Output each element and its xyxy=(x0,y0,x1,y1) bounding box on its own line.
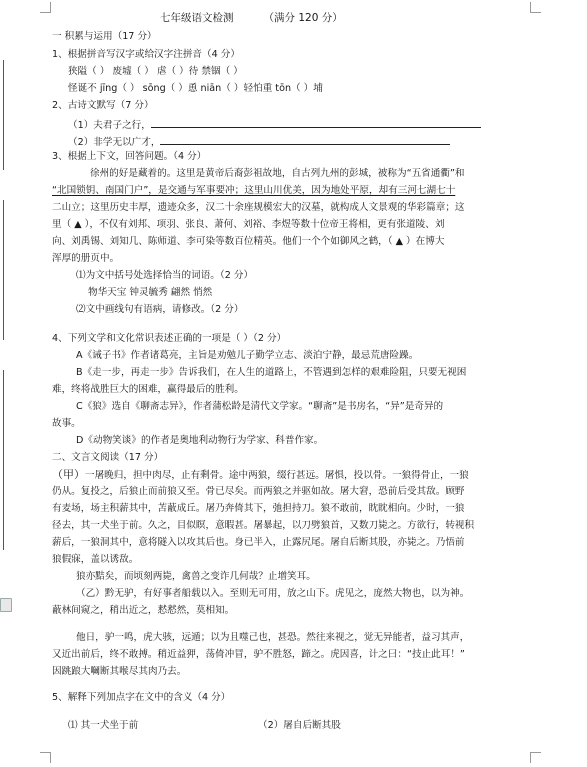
q2-stem: 2、古诗文默写（7 分） xyxy=(52,100,154,111)
jia-label: （甲） xyxy=(52,468,85,481)
title-text: 七年级语文检测 xyxy=(160,12,234,24)
q2-row1-label: （1）夫君子之行， xyxy=(68,120,151,131)
total-score: （满分 120 分） xyxy=(263,12,343,24)
q2-blank-1[interactable] xyxy=(151,117,481,128)
q5-item2: （2）屠自后断其股 xyxy=(258,720,341,731)
jia-passage-line: 仍从。复投之，后狼止而前狼又至。骨已尽矣。而两狼之并驱如故。屠大窘，恐前后受其敌。顾野 xyxy=(52,486,465,497)
q2-row1 xyxy=(68,117,481,132)
q3-options: 物华天宝 钟灵毓秀 翩然 悄然 xyxy=(88,287,213,298)
q5-stem: 5、解释下列加点字在文中的含义（4 分） xyxy=(52,692,231,703)
yi2-passage-line: 又近出前后，终不敢搏。稍近益狎，荡倚冲冒，驴不胜怒，蹄之。虎因喜，计之曰：“技止此耳！” xyxy=(52,649,465,660)
q3-sub2: ⑵文中画线句有语病，请修改。（2 分） xyxy=(76,304,244,315)
jia-passage-line xyxy=(52,469,469,482)
crop-mark xyxy=(40,2,51,13)
q3-passage-line: 徐州的好是藏着的。这里是黄帝后裔彭祖故地，自古列九州的彭城，被称为“五省通衢”和 xyxy=(90,168,465,179)
jia-text: 一屠晚归，担中肉尽，止有剩骨。途中两狼，缀行甚远。屠惧，投以骨。一狼得骨止，一狼 xyxy=(85,470,469,481)
section2-heading: 二、文言文阅读（17 分） xyxy=(52,452,164,463)
q4-option-a: A《诫子书》作者诸葛亮，主旨是劝勉儿子勤学立志、淡泊宁静，最忌荒唐险躁。 xyxy=(76,350,419,361)
q4-option-b: B《走一步，再走一步》告诉我们，在人生的道路上，不管遇到怎样的艰难险阻，只要无视困 xyxy=(76,367,467,378)
crop-mark xyxy=(40,752,51,763)
document-icon[interactable] xyxy=(0,598,12,612)
q4-option-c: C《狼》选自《聊斋志异》，作者蒲松龄是清代文学家。“聊斋”是书房名，“异”是奇异的 xyxy=(76,401,444,412)
q3-passage-line xyxy=(52,185,455,197)
margin-binding-line xyxy=(3,200,4,340)
q1-stem: 1、根据拼音写汉字或给汉字注拼音（4 分） xyxy=(52,49,240,60)
jia-passage-line: 薪后，一狼洞其中，意将隧入以攻其后也。身已半入，止露尻尾。屠自后断其股，亦毙之。乃悟前 xyxy=(52,537,465,548)
q1-row1: 狭隘（ ） 废墟（ ） 虐（ ）待 禁锢（ ） xyxy=(68,66,243,77)
jia-passage-line: 狼亦黠矣，而顷刻两毙，禽兽之变诈几何哉？止增笑耳。 xyxy=(76,571,316,582)
q3-passage-line: 浑厚的册页中。 xyxy=(52,253,120,264)
q3-stem: 3、根据上下文，回答问题。（4 分） xyxy=(52,151,207,162)
q3-passage-line: 里（ ▲ ），不仅有刘邦、项羽、张良、萧何、刘裕、李煜等数十位帝王将相，更有张道陵、刘 xyxy=(52,219,445,230)
q2-row2-label: （2）非学无以广才， xyxy=(68,137,161,148)
yi2-passage-line: 因跳踉大㘎断其喉尽其肉乃去。 xyxy=(52,666,187,677)
q2-row2 xyxy=(68,134,450,149)
q3-passage-line: 二山立；这里历史丰厚，遗迹众多，汉二十余座规模宏大的汉墓，就构成人文景观的华彩篇章；这 xyxy=(52,202,465,213)
margin-binding-line xyxy=(3,370,4,550)
q4-option-b-cont: 难，终将战胜巨大的困难，赢得最后的胜利。 xyxy=(52,384,244,395)
yi-passage-line: 蔽林间窥之，稍出近之，慭慭然，莫相知。 xyxy=(52,605,235,616)
jia-passage-line: 径去，其一犬坐于前。久之，目似瞑，意暇甚。屠暴起，以刀劈狼首，又数刀毙之。方欲行，转视积 xyxy=(52,520,475,531)
q4-stem: 4、下列文学和文化常识表述正确的一项是（ ）（2 分） xyxy=(52,333,287,344)
section1-heading: 一 积累与运用（17 分） xyxy=(52,31,157,42)
q3-passage-line: 向、刘禹锡、刘知几、陈师道、李可染等数百位精英。他们一个个如御风之鹤，（ ▲ ）在博大 xyxy=(52,236,445,247)
margin-binding-line xyxy=(3,60,4,170)
q3-underlined-sentence: “北国锁钥、南国门户”，是交通与军事要冲；这里山川优美，因为地处平原，却有三河七湖七十 xyxy=(52,185,456,196)
yi-passage-line: （乙）黔无驴，有好事者船载以入。至则无可用，放之山下。虎见之，庞然大物也，以为神。 xyxy=(76,588,470,599)
crop-mark xyxy=(530,2,541,13)
jia-passage-line: 有麦场，场主积薪其中，苫蔽成丘。屠乃奔倚其下，弛担持刀。狼不敢前，眈眈相向。少时，一狼 xyxy=(52,503,465,514)
crop-mark xyxy=(530,752,541,763)
q5-item1: ⑴ 其一犬坐于前 xyxy=(68,720,139,731)
q4-option-c-cont: 故事。 xyxy=(52,418,81,429)
exam-title xyxy=(160,12,343,24)
q1-row2: 怪诞不 jīng（ ） sōng（ ）恿 niān（ ）轻怕重 tōn（ ）埔 xyxy=(68,83,323,94)
q3-sub1: ⑴为文中括号处选择恰当的词语。（2 分） xyxy=(76,270,254,281)
yi2-passage-line: 他日，驴一鸣，虎大骇，远遁；以为且噬己也，甚恐。然往来视之，觉无异能者，益习其声， xyxy=(76,632,470,643)
q2-blank-2[interactable] xyxy=(160,134,450,145)
jia-passage-line: 狼假寐，盖以诱敌。 xyxy=(52,554,139,565)
q4-option-d: D《动物笑谈》的作者是奥地利动物行为学家、科普作家。 xyxy=(76,435,324,446)
